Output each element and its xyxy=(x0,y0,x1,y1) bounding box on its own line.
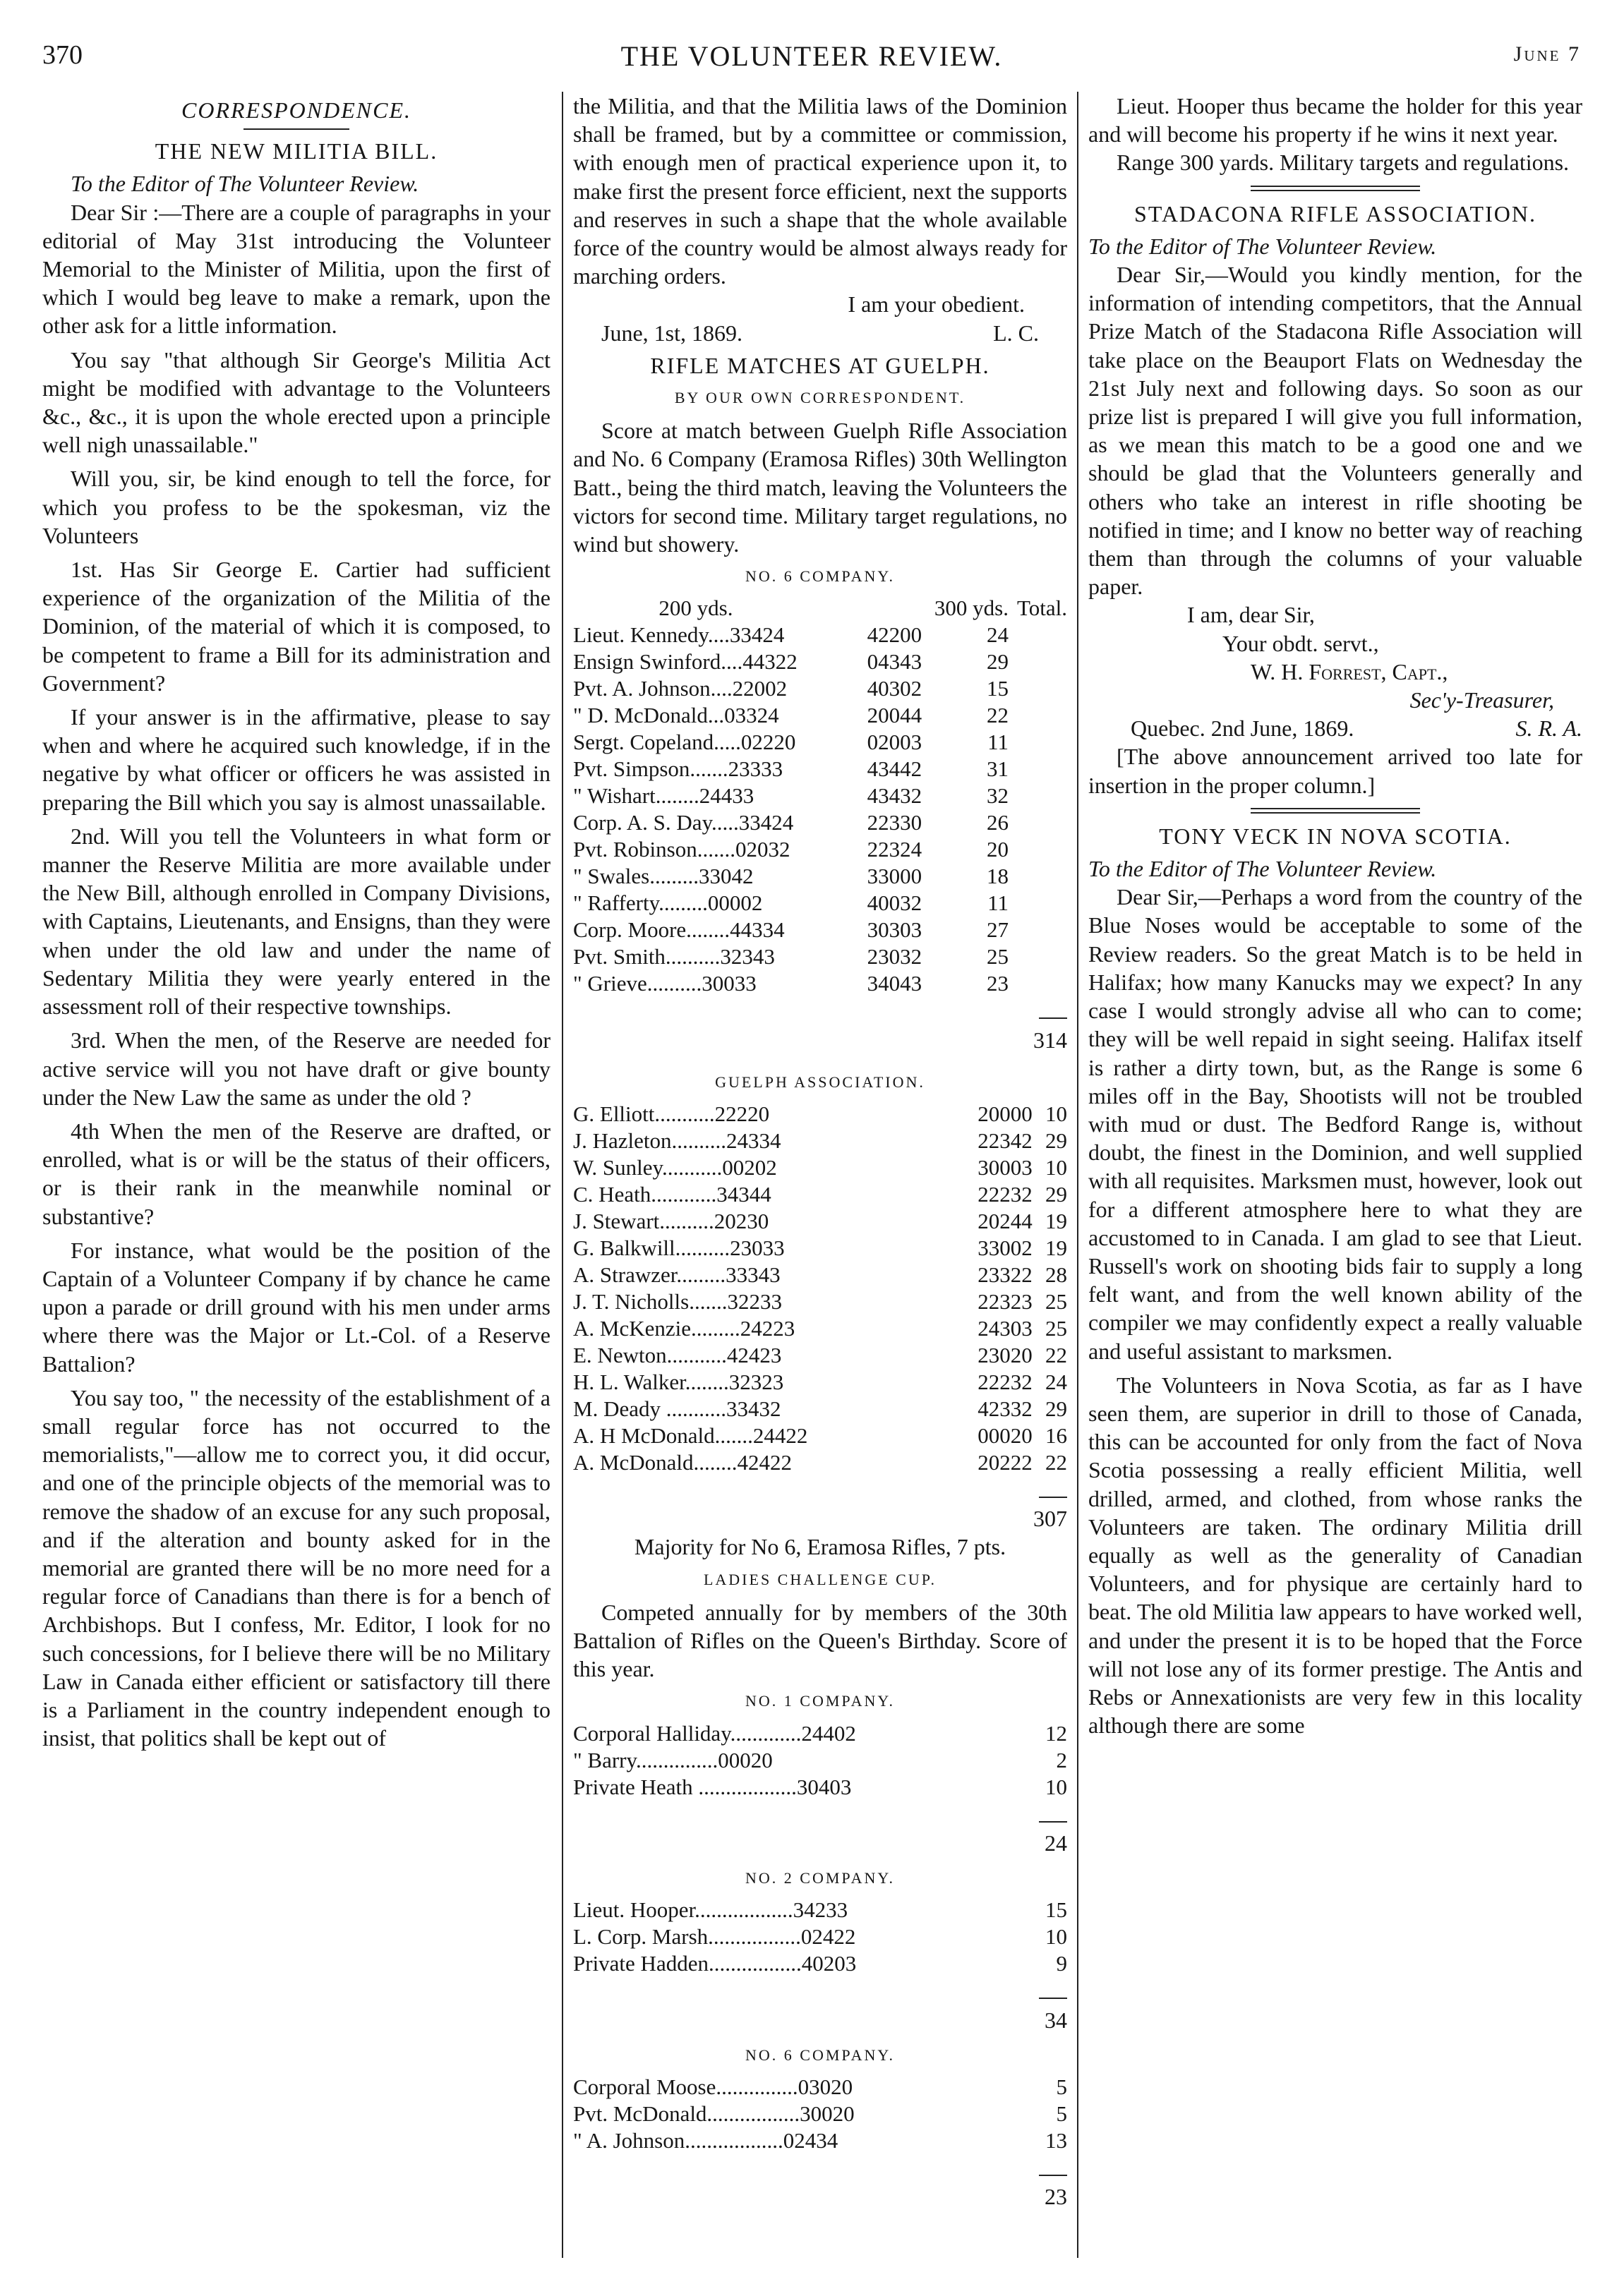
score-name: " Barry...............00020 xyxy=(573,1747,773,1772)
closing: Your obdt. servt., xyxy=(1222,630,1379,656)
score-name: J. Hazleton..........24334 xyxy=(573,1128,781,1154)
score-name: J. T. Nicholls.......32233 xyxy=(573,1289,782,1315)
total-value: 307 xyxy=(1033,1506,1067,1532)
table-row xyxy=(573,2101,1067,2127)
table-header-row xyxy=(573,595,1067,622)
table-row xyxy=(573,1897,1067,1923)
issue-date: June 7 xyxy=(1513,42,1581,66)
score-value: 10 xyxy=(1045,1774,1067,1799)
table-row xyxy=(573,863,1067,890)
table-row xyxy=(573,1208,1067,1235)
table-row xyxy=(573,1262,1067,1288)
table-row xyxy=(573,1449,1067,1476)
score-name: Pvt. McDonald.................30020 xyxy=(573,2101,855,2126)
score-value: 11 xyxy=(987,890,1009,916)
addressee: To the Editor of The Volunteer Review. xyxy=(71,171,419,197)
column-header: 300 yds. xyxy=(934,596,1009,621)
score-value: 12 xyxy=(1045,1720,1067,1746)
score-name: Private Hadden.................40203 xyxy=(573,1951,857,1976)
table-row xyxy=(573,1720,1067,1747)
score-value: 28 xyxy=(1045,1262,1067,1288)
score-value: 10 xyxy=(1045,1155,1067,1180)
company-total xyxy=(573,1801,1067,1857)
score-value: 22232 xyxy=(978,1182,1033,1207)
section-rule xyxy=(1251,808,1420,814)
score-value: 29 xyxy=(1045,1396,1067,1422)
newspaper-title: THE VOLUNTEER REVIEW. xyxy=(620,40,1003,72)
paragraph: Dear Sir,—Perhaps a word from the country of the Blue Noses would be acceptable to some of the Review readers. So the great Match is to be held in Halifax; how many Kanucks may we expect? In any case I would strongly advise all who can to come; they will be well repaid in sight seeing. Halifax itself is rather a dirty town, but, as the Range is some 6 miles off in the Bay, Shootists will not be troubled with mud or dust. The Bedford Range is, without doubt, the finest in the Dominion, and well supplied with all requisites. Marksmen must, however, look out for a different atmosphere here to what they are accustomed to in Canada. I am glad to see that Lieut. Russell's work on shooting bids fair to supply a long felt want, and from the well known ability of the compiler we may confidently expect a really valuable and useful assistant to marksmen. xyxy=(1088,884,1582,1364)
company-heading: NO. 6 COMPANY. xyxy=(745,2046,895,2064)
table-row xyxy=(573,2074,1067,2101)
score-value: 34043 xyxy=(867,971,922,996)
company-table xyxy=(573,2074,1067,2154)
table-row xyxy=(573,756,1067,783)
initials: S. R. A. xyxy=(1515,715,1582,742)
score-name: Lieut. Hooper..................34233 xyxy=(573,1897,848,1923)
score-value: 22330 xyxy=(867,810,922,835)
paragraph: Dear Sir,—Would you kindly mention, for the information of intending competitors, that the Annual Prize Match of the Stadacona Rifle Association will take place on the Beauport Flats on Wednesday the 21st July next and following days. So soon as our prize list is prepared I will give you full information, as we mean this match to be a good one and we should be glad that the Volunteers generally and others who take an interest in rifle shooting be notified in time; and I know no better way of reaching them than through the columns of your valuable paper. xyxy=(1088,262,1582,600)
paragraph-continued: the Militia, and that the Militia laws of the Dominion shall be framed, but by a committee or commission, with enough men of practical experience upon it, to make first the present force efficient, next the supports and reserves in such a shape that the whole available force of the country would be almost always ready for marching orders. xyxy=(573,93,1067,289)
letter-date: June, 1st, 1869. xyxy=(601,320,742,346)
score-value: 30003 xyxy=(978,1155,1033,1180)
majority-line: Majority for No 6, Eramosa Rifles, 7 pts. xyxy=(634,1534,1006,1560)
score-value: 19 xyxy=(1045,1235,1067,1261)
table-row xyxy=(573,890,1067,917)
table-row xyxy=(573,1422,1067,1449)
table-row xyxy=(573,729,1067,756)
score-name: Pvt. Simpson.......23333 xyxy=(573,756,783,782)
team-heading: NO. 6 COMPANY. xyxy=(745,567,895,586)
score-value: 22 xyxy=(1045,1343,1067,1368)
score-value: 33002 xyxy=(978,1235,1033,1261)
score-name: Corp. A. S. Day.....33424 xyxy=(573,810,794,835)
score-name: " Wishart........24433 xyxy=(573,783,754,809)
score-value: 40302 xyxy=(867,676,922,701)
signature-title: Sec'y-Treasurer, xyxy=(1409,687,1554,713)
score-value: 40032 xyxy=(867,890,922,916)
paragraph: 4th When the men of the Reserve are drafted, or enrolled, what is or will be the status of their officers, or is their rank in the meanwhile nominal or substantive? xyxy=(42,1118,551,1229)
score-value: 29 xyxy=(1045,1182,1067,1207)
score-name: M. Deady ...........33432 xyxy=(573,1396,781,1422)
signoff: I am your obedient. xyxy=(848,291,1025,318)
score-value: 23 xyxy=(986,971,1009,996)
score-value: 23322 xyxy=(978,1262,1033,1288)
table-row xyxy=(573,2127,1067,2154)
company-scores xyxy=(573,1687,1067,2211)
company-heading: NO. 2 COMPANY. xyxy=(745,1869,895,1887)
score-name: Corp. Moore........44334 xyxy=(573,917,785,943)
score-value: 20 xyxy=(986,837,1009,862)
table-row xyxy=(573,1342,1067,1369)
score-value: 25 xyxy=(986,944,1009,969)
total-value: 24 xyxy=(1045,1830,1067,1856)
paragraph: You say "that although Sir George's Militia Act might be modified with advantage to the Volunteers &c., &c., it is upon the whole erected upon a principle well nigh unassailable." xyxy=(42,346,551,458)
table-row xyxy=(573,1747,1067,1774)
score-value: 25 xyxy=(1045,1316,1067,1341)
score-value: 22 xyxy=(986,703,1009,728)
score-value: 20244 xyxy=(978,1209,1033,1234)
score-name: E. Newton...........42423 xyxy=(573,1343,782,1368)
article-title: STADACONA RIFLE ASSOCIATION. xyxy=(1134,200,1536,226)
score-value: 5 xyxy=(1056,2101,1067,2126)
score-value: 24303 xyxy=(978,1316,1033,1341)
column-rule xyxy=(1077,92,1078,2258)
column-1 xyxy=(42,92,551,2279)
score-name: Sergt. Copeland.....02220 xyxy=(573,730,796,755)
score-value: 26 xyxy=(986,810,1009,835)
byline: BY OUR OWN CORRESPONDENT. xyxy=(674,389,966,407)
score-value: 22342 xyxy=(978,1128,1033,1154)
paragraph: If your answer is in the affirmative, please to say when and where he acquired such knowledge, if in the negative by what officer or officers he was assisted in preparing the Bill which you say is almost unassailable. xyxy=(42,704,551,815)
score-name: " Swales.........33042 xyxy=(573,864,754,889)
score-name: Corporal Halliday.............24402 xyxy=(573,1720,856,1746)
table-row xyxy=(573,1315,1067,1342)
score-name: Ensign Swinford....44322 xyxy=(573,649,798,675)
score-value: 22 xyxy=(1045,1450,1067,1475)
company-table xyxy=(573,1897,1067,1977)
paragraph: Will you, sir, be kind enough to tell the force, for which you profess to be the spokesman, viz the Volunteers xyxy=(42,466,551,548)
score-table xyxy=(573,1101,1067,1476)
score-value: 27 xyxy=(986,917,1009,943)
score-value: 22323 xyxy=(978,1289,1033,1315)
signature: W. H. Forrest, Capt., xyxy=(1251,658,1448,684)
paragraph-continued: Lieut. Hooper thus became the holder for this year and will become his property if he wins it next year. xyxy=(1088,93,1582,147)
paragraph: 1st. Has Sir George E. Cartier had sufficient experience of the organization of the Militia of the Dominion, of the material of which it is composed, to be competent to frame a Bill for its administration and Government? xyxy=(42,557,551,696)
table-row xyxy=(573,675,1067,702)
score-value: 25 xyxy=(1045,1289,1067,1315)
table-row xyxy=(573,917,1067,943)
article-title: TONY VECK IN NOVA SCOTIA. xyxy=(1159,823,1512,849)
score-name: A. Strawzer.........33343 xyxy=(573,1262,781,1288)
paragraph: Score at match between Guelph Rifle Association and No. 6 Company (Eramosa Rifles) 30th Wellington Batt., being the third match, leaving the Volunteers the victors for second time. Military target regulations, no wind but showery. xyxy=(573,418,1067,557)
score-name: C. Heath............34344 xyxy=(573,1182,771,1207)
paragraph: The Volunteers in Nova Scotia, as far as I have seen them, are superior in drill to those of Canada, this can be accounted for only from the fact of Nova Scotia possessing a really efficient Militia, well drilled, armed, and clothed, from whose ranks the Volunteers are taken. The ordinary Militia drill equally as well as the generality of Canadian Volunteers, and for physique are certainly hard to beat. The old Militia law appears to have worked well, and under the present it is to be hoped that the Force will not lose any of its former prestige. The Antis and Rebs or Annexationists are very few in this locality although there are some xyxy=(1088,1372,1582,1739)
table-row xyxy=(573,943,1067,970)
paragraph: You say too, " the necessity of the establishment of a small regular force has not occurred to the memorialists,"—allow me to correct you, it did occur, and one of the principle objects of the memorial was to remove the shadow of an excuse for any such proposal, and if the alteration and bounty asked for in the memorial are granted there will be no more need for a regular force of Canadians than there is for a bench of Archbishops. But I confess, Mr. Editor, I look for no such concessions, for I believe there will be no Military Law in Canada either efficient or satisfactory till there is a Parliament in the country independent enough to insist, that politics shall be kept out of xyxy=(42,1384,551,1751)
score-name: G. Balkwill..........23033 xyxy=(573,1235,785,1261)
score-name: G. Elliott...........22220 xyxy=(573,1101,770,1127)
column-header: 200 yds. xyxy=(658,596,733,621)
score-value: 42200 xyxy=(867,622,922,648)
page-number: 370 xyxy=(42,40,83,70)
score-name: J. Stewart..........20230 xyxy=(573,1209,769,1234)
table-row xyxy=(573,1101,1067,1128)
score-value: 22324 xyxy=(867,837,922,862)
score-value: 29 xyxy=(1045,1128,1067,1154)
table-row xyxy=(573,1288,1067,1315)
paragraph: Dear Sir :—There are a couple of paragraphs in your editorial of May 31st introducing the Volunteer Memorial to the Minister of Militia, upon the first of which I would beg leave to make a remark, upon the other ask for a little information. xyxy=(42,199,551,339)
company-table xyxy=(573,1720,1067,1801)
table-row xyxy=(573,970,1067,997)
score-value: 18 xyxy=(986,864,1009,889)
score-value: 16 xyxy=(1045,1423,1067,1449)
editor-note: [The above announcement arrived too late for insertion in the proper column.] xyxy=(1088,744,1582,798)
paragraph: Range 300 yards. Military targets and regulations. xyxy=(1117,150,1570,176)
score-value: 29 xyxy=(986,649,1009,675)
table-row xyxy=(573,622,1067,648)
table-row xyxy=(573,809,1067,836)
score-value: 10 xyxy=(1045,1924,1067,1950)
team-total xyxy=(573,997,1067,1053)
score-name: Private Heath ..................30403 xyxy=(573,1774,852,1799)
score-value: 43442 xyxy=(867,756,922,782)
table-row xyxy=(573,836,1067,863)
paragraph: For instance, what would be the position of the Captain of a Volunteer Company if by chance he came upon a parade or drill ground with his men under arms where there was the Major or Lt.-Col. of a Reserve Battalion? xyxy=(42,1237,551,1377)
score-value: 22232 xyxy=(978,1370,1033,1395)
score-value: 5 xyxy=(1056,2074,1067,2099)
score-value: 20222 xyxy=(978,1450,1033,1475)
score-value: 42332 xyxy=(978,1396,1033,1422)
heading-rule xyxy=(243,128,349,130)
table-row xyxy=(573,1128,1067,1154)
column-rule xyxy=(562,92,563,2258)
table-row xyxy=(573,648,1067,675)
table-row xyxy=(573,1396,1067,1422)
score-name: Corporal Moose...............03020 xyxy=(573,2074,853,2099)
table-row xyxy=(573,783,1067,809)
table-row xyxy=(573,1369,1067,1396)
letter-date-line xyxy=(573,319,1067,347)
company-total xyxy=(573,1977,1067,2034)
paragraph: 2nd. Will you tell the Volunteers in what form or manner the Reserve Militia are more available under the New Bill, although enrolled in Company Divisions, with Captains, Lieutenants, and Ensigns, than they were when under the old law and under the name of Sedentary Militia they were yearly entered in the assessment roll of their respective townships. xyxy=(42,823,551,1020)
score-name: H. L. Walker........32323 xyxy=(573,1370,784,1395)
team-heading: GUELPH ASSOCIATION. xyxy=(715,1073,925,1091)
score-name: L. Corp. Marsh.................02422 xyxy=(573,1924,856,1950)
score-value: 9 xyxy=(1056,1951,1067,1976)
addressee: To the Editor of The Volunteer Review. xyxy=(1088,856,1437,882)
page-header xyxy=(42,40,1581,82)
table-row xyxy=(573,1181,1067,1208)
column-header: Total. xyxy=(1016,596,1067,621)
score-name: " Rafferty.........00002 xyxy=(573,890,763,916)
section-rule xyxy=(1251,186,1420,191)
score-value: 30303 xyxy=(867,917,922,943)
paragraph: 3rd. When the men, of the Reserve are needed for active service will you not have draft or give bounty under the New Law the same as under the old ? xyxy=(42,1027,551,1110)
score-name: Pvt. Smith..........32343 xyxy=(573,944,775,969)
score-name: " Grieve..........30033 xyxy=(573,971,757,996)
score-name: W. Sunley...........00202 xyxy=(573,1155,777,1180)
score-value: 2 xyxy=(1056,1747,1067,1772)
team-total xyxy=(573,1476,1067,1533)
score-name: Lieut. Kennedy....33424 xyxy=(573,622,785,648)
table-row xyxy=(573,1235,1067,1262)
table-row xyxy=(573,1774,1067,1801)
table-row xyxy=(573,1923,1067,1950)
total-value: 314 xyxy=(1033,1027,1067,1053)
cup-heading: LADIES CHALLENGE CUP. xyxy=(703,1570,937,1588)
table-row xyxy=(573,1950,1067,1977)
table-row xyxy=(573,1154,1067,1181)
score-value: 24 xyxy=(986,622,1009,648)
article-title: RIFLE MATCHES AT GUELPH. xyxy=(650,352,990,378)
score-value: 15 xyxy=(986,676,1009,701)
article-title: THE NEW MILITIA BILL. xyxy=(155,138,438,164)
score-value: 13 xyxy=(1045,2127,1067,2153)
column-2 xyxy=(573,92,1067,2279)
score-value: 04343 xyxy=(867,649,922,675)
score-value: 02003 xyxy=(867,730,922,755)
score-table xyxy=(573,595,1067,997)
score-name: " A. Johnson..................02434 xyxy=(573,2127,838,2153)
total-value: 34 xyxy=(1045,2007,1067,2033)
score-name: Pvt. Robinson.......02032 xyxy=(573,837,790,862)
score-name: " D. McDonald...03324 xyxy=(573,703,779,728)
score-value: 15 xyxy=(1045,1897,1067,1923)
score-value: 24 xyxy=(1045,1370,1067,1395)
company-heading: NO. 1 COMPANY. xyxy=(745,1692,895,1710)
score-name: A. McDonald........42422 xyxy=(573,1450,792,1475)
closing: I am, dear Sir, xyxy=(1187,602,1315,628)
score-value: 10 xyxy=(1045,1101,1067,1127)
place-date: Quebec. 2nd June, 1869. xyxy=(1131,715,1354,742)
section-heading: CORRESPONDENCE. xyxy=(181,97,411,123)
score-value: 31 xyxy=(986,756,1009,782)
addressee: To the Editor of The Volunteer Review. xyxy=(1088,233,1437,259)
score-value: 20000 xyxy=(978,1101,1033,1127)
table-row xyxy=(573,702,1067,729)
score-name: A. H McDonald.......24422 xyxy=(573,1423,808,1449)
column-3 xyxy=(1088,92,1582,2279)
letter-initials: L. C. xyxy=(993,320,1039,346)
score-value: 11 xyxy=(987,730,1009,755)
score-value: 19 xyxy=(1045,1209,1067,1234)
total-value: 23 xyxy=(1045,2184,1067,2210)
score-value: 23020 xyxy=(978,1343,1033,1368)
score-value: 20044 xyxy=(867,703,922,728)
score-name: Pvt. A. Johnson....22002 xyxy=(573,676,788,701)
place-date-line xyxy=(1088,714,1582,742)
score-value: 23032 xyxy=(867,944,922,969)
score-value: 32 xyxy=(986,783,1009,809)
score-value: 33000 xyxy=(867,864,922,889)
score-name: A. McKenzie.........24223 xyxy=(573,1316,795,1341)
paragraph: Competed annually for by members of the 30th Battalion of Rifles on the Queen's Birthday. Score of this year. xyxy=(573,1599,1067,1682)
company-total xyxy=(573,2154,1067,2211)
score-value: 00020 xyxy=(978,1423,1033,1449)
score-value: 43432 xyxy=(867,783,922,809)
